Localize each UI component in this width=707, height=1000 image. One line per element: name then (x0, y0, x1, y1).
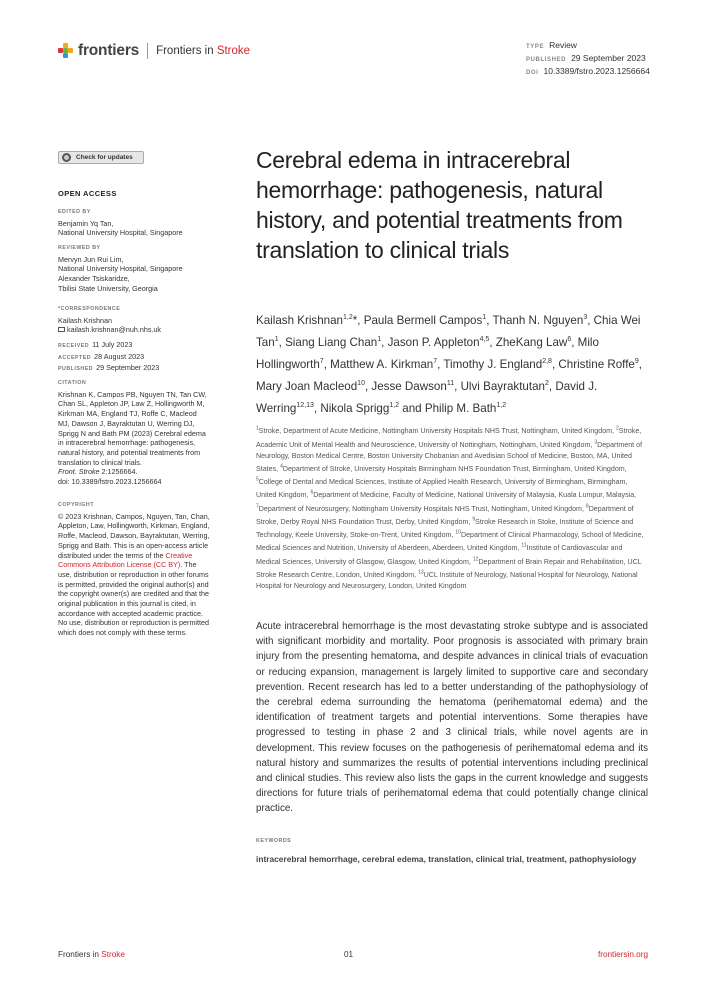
abstract: Acute intracerebral hemorrhage is the most devastating stroke subtype and is associated with significant morbidity and mortality. Poor prognosis is associated with primary brain injury from the presenting hematoma, and despite advances in clinical trials of evacuation or reducing expansion, management is largely limited to supportive care and secondary prevention. Recent research has led to a better understanding of the pathophysiology of the cerebral edema surrounding the hematoma (perihematomal edema) and the identification of treatment targets and potential interventions. Some therapies have progressed to testing in phase 2 and 3 clinical trials, while novel agents are in development. This review focuses on the pathogenesis of perihematomal edema and its natural history and summarizes the results of potential interventions including preclinical and clinical studies. This review also lists the gaps in the current knowledge and suggests directions for future trials of perihematomal edema that could potentially change clinical practice. (256, 621, 648, 815)
affiliation: $^1$Stroke, Department of Acute Medicine, Nottingham University Hospitals NHS Trust, Nottingham, United Kingdom, (256, 426, 615, 436)
author-name[interactable]: Matthew A. Kirkman$^7$ (330, 357, 438, 371)
affiliation: $^9$Stroke Research in Stoke, Institute of Science and Technology, Keele University, Stoke-on-Trent, United Kingdom, (256, 516, 634, 540)
affiliation: $^2$Stroke, Academic Unit of Mental Health and Neuroscience, University of Nottingham, Nottingham, United Kingdom, (256, 426, 642, 449)
author-name[interactable]: Jason P. Appleton$^{4,5}$ (387, 335, 490, 349)
author-name[interactable]: Christine Roffe$^9$ (558, 357, 639, 371)
author-name[interactable]: David J. Werring$^{12,13}$ (256, 380, 598, 416)
author-name[interactable]: Timothy J. England$^{2,8}$ (443, 357, 552, 371)
affiliation: $^{13}$UCL Institute of Neurology, National Hospital for Neurology, National Hospital for Neurology and Neurosurgery, London, United Kingdom (256, 569, 638, 590)
affiliation: $^3$Department of Neurology, Boston Medical Centre, Boston University Chobanian and Avedisian School of Medicine, Boston, MA, United States, (256, 439, 643, 473)
keywords: intracerebral hemorrhage, cerebral edema, translation, clinical trial, treatment, pathophysiology (256, 854, 637, 864)
article-dates: RECEIVED 11 July 2023 ACCEPTED 28 August 2023 PUBLISHED 29 September 2023 (58, 340, 160, 373)
affiliation: $^5$College of Dental and Medical Sciences, Institute of Applied Health Research, University of Birmingham, Birmingham, United Kingdom, (256, 476, 628, 500)
author-name[interactable]: Jesse Dawson$^{11}$ (371, 380, 455, 394)
frontiers-logo-icon (58, 43, 74, 59)
meta-type: TYPE Review (526, 40, 577, 50)
brand-name: frontiers (78, 42, 140, 59)
affiliation: $^6$Department of Medicine, Faculty of Medicine, National University of Malaysia, Kuala Lumpur, Malaysia, (310, 489, 637, 500)
author-name[interactable]: Thanh N. Nguyen$^3$ (492, 313, 588, 327)
meta-doi: DOI 10.3389/fstro.2023.1256664 (526, 66, 650, 76)
copyright: COPYRIGHT © 2023 Krishnan, Campos, Nguyen, Tan, Chan, Appleton, Law, Hollingworth, Kirkman, England, Roffe, Macleod, Dawson, Bayraktutan, Werring, Sprigg and Bath. This is an open-access article distributed under the terms of the Creative Commons Attribution License (CC BY). The use, distribution or reproduction in other forums is permitted, provided the original author(s) and the copyright owner(s) are credited and that the original publication in this journal is cited, in accordance with accepted academic practice. No use, distribution or reproduction is permitted which does not comply with these terms. (58, 502, 210, 638)
email-link[interactable]: kailash.krishnan@nuh.nhs.uk (67, 325, 161, 335)
affiliation: $^8$Department of Stroke, Derby Royal NHS Foundation Trust, Derby, United Kingdom, (256, 503, 634, 526)
author-name[interactable]: Chia Wei Tan$^1$ (256, 313, 641, 349)
reviewed-by: REVIEWED BY Mervyn Jun Rui Lim, National University Hospital, Singapore Alexander Tsiskaridze, Tbilisi State University, Georgia (58, 245, 183, 293)
footer-site-link[interactable]: frontiersin.org (597, 950, 648, 959)
article-title: Cerebral edema in intracerebral hemorrhage: pathogenesis, natural history, and potential treatments from translation to clinical trials (256, 147, 623, 263)
citation: CITATION Krishnan K, Campos PB, Nguyen TN, Tan CW, Chan SL, Appleton JP, Law Z, Hollingworth M, Kirkman MA, England TJ, Roffe C, Macleod MJ, Dawson J, Bayraktutan U, Werring DJ, Sprigg N and Bath PM (2023) Cerebral edema in intracerebral hemorrhage: pathogenesis, natural history, and potential treatments from translation to clinical trials. Front. Stroke 2:1256664. doi: 10.3389/fstro.2023.1256664 (58, 380, 207, 487)
affiliation: $^7$Department of Neurosurgery, Nottingham University Hospitals NHS Trust, Nottingham, United Kingdom, (256, 503, 584, 513)
author-name[interactable]: Paula Bermell Campos$^1$ (363, 313, 487, 327)
keywords-label: KEYWORDS (256, 838, 292, 844)
author-name[interactable]: ZheKang Law$^6$ (495, 335, 572, 349)
author-name[interactable]: Nikola Sprigg$^{1,2}$ (320, 402, 400, 416)
footer-journal: Frontiers in Stroke (58, 950, 125, 959)
affiliation: $^4$Department of Stroke, University Hospitals Birmingham NHS Foundation Trust, Birmingham, United Kingdom, (280, 463, 627, 473)
update-icon (62, 153, 71, 162)
cc-by-license-link[interactable]: Creative Commons Attribution License (CC BY) (58, 550, 193, 570)
correspondence: *CORRESPONDENCE Kailash Krishnan kailash.krishnan@nuh.nhs.uk (58, 306, 161, 335)
journal-name: Frontiers in Stroke (156, 45, 251, 57)
open-access-label: OPEN ACCESS (58, 189, 117, 198)
author-name[interactable]: Kailash Krishnan$^{1,2}$* (256, 313, 358, 327)
affiliation: $^{10}$Department of Clinical Pharmacology, School of Medicine, Medical Sciences and Nutrition, University of Aberdeen, Aberdeen, United Kingdom, (256, 529, 644, 553)
frontiers-logo[interactable] (58, 42, 250, 60)
affiliation: $^{12}$Department of Brain Repair and Rehabilitation, UCL Stroke Research Centre, London, United Kingdom, (256, 556, 642, 579)
affiliation: $^{11}$Institute of Cardiovascular and Medical Sciences, University of Glasgow, Glasgow, United Kingdom, (256, 543, 623, 566)
author-list: Kailash Krishnan$^{1,2}$*, Paula Bermell Campos$^1$, Thanh N. Nguyen$^3$, Chia Wei Tan$^1$, Siang Liang Chan$^1$, Jason P. Appleton$^{4,5}$, ZheKang Law$^6$, Milo Hollingworth$^7$, Matthew A. Kirkman$^7$, Timothy J. England$^{2,8}$, Christine Roffe$^9$, Mary Joan Macleod$^{10}$, Jesse Dawson$^{11}$, Ulvi Bayraktutan$^2$, David J. Werring$^{12,13}$, Nikola Sprigg$^{1,2}$ and Philip M. Bath$^{1,2}$ (256, 313, 643, 416)
affiliations (256, 424, 648, 592)
edited-by: EDITED BY Benjamin Yq Tan, National University Hospital, Singapore (58, 209, 183, 238)
email-icon (58, 327, 65, 332)
author-name[interactable]: Philip M. Bath$^{1,2}$ (424, 402, 507, 416)
author-name[interactable]: Milo Hollingworth$^7$ (256, 335, 599, 371)
author-name[interactable]: Siang Liang Chan$^1$ (285, 335, 382, 349)
meta-published: PUBLISHED 29 September 2023 (526, 53, 646, 63)
author-name[interactable]: Ulvi Bayraktutan$^2$ (460, 380, 549, 394)
author-name[interactable]: Mary Joan Macleod$^{10}$ (256, 380, 365, 394)
logo-divider (147, 43, 148, 59)
page-number: 01 (344, 950, 354, 959)
article-meta (526, 40, 650, 79)
check-for-updates-button[interactable]: Check for updates (58, 151, 144, 164)
